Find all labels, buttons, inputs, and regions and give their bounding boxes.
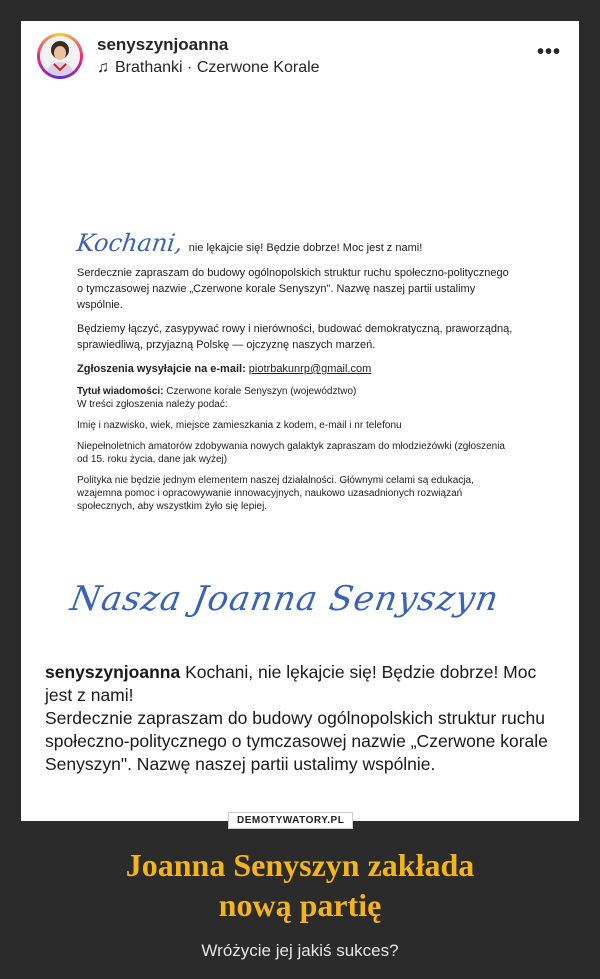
music-note-icon: ♫	[97, 59, 109, 76]
post-caption	[45, 661, 565, 776]
letter-paragraph-1: Serdecznie zapraszam do budowy ogólnopolskich struktur ruchu społeczno-politycznego o tymczasowej nazwie „Czerwone korale Senyszyn". Nazwę naszej partii ustalimy wspólnie.	[77, 267, 509, 311]
more-options-button[interactable]: •••	[536, 41, 561, 63]
avatar-image	[40, 36, 80, 76]
handwritten-greeting: Kochani,	[75, 229, 185, 257]
letter-content	[77, 229, 517, 521]
meme-title	[0, 845, 600, 925]
post-frame	[21, 21, 579, 821]
greeting-text: nie lękajcie się! Będzie dobrze! Moc jest z nami!	[188, 242, 423, 254]
letter-image	[21, 89, 579, 679]
subject-info	[77, 385, 517, 411]
submission-label: Zgłoszenia wysyłajcie na e-mail:	[77, 363, 246, 375]
meme-title-block	[0, 845, 600, 961]
minors-note: Niepełnoletnich amatorów zdobywania nowych galaktyk zapraszam do młodzieżówki (zgłoszenia od 15. roku życia, dane jak wyżej)	[77, 441, 505, 465]
subject-value: Czerwone korale Senyszyn (województwo)	[166, 386, 357, 397]
email-link[interactable]: piotrbakunrp@gmail.com	[248, 363, 372, 375]
subject-label: Tytuł wiadomości:	[77, 386, 164, 397]
handwritten-signature: Nasza Joanna Senyszyn	[67, 579, 503, 619]
content-fields: Imię i nazwisko, wiek, miejsce zamieszkania z kodem, e-mail i nr telefonu	[77, 420, 402, 431]
greeting-line	[77, 229, 517, 257]
policy-note: Polityka nie będzie jednym elementem naszej działalności. Głównymi celami są edukacja, wzajemna pomoc i opracowywanie innowacyjnych, naukowo uzasadnionych rozwiązań społecznych, aby wszystkim żyło się lepiej.	[77, 475, 474, 512]
letter-paragraph-2: Będziemy łączyć, zasypywać rowy i nierówności, budować demokratyczną, praworządną, sprawiedliwą, przyjazną Polskę — ojczyznę naszych marzeń.	[77, 323, 513, 351]
watermark: DEMOTYWATORY.PL	[228, 812, 353, 829]
post-username[interactable]: senyszynjoanna	[97, 35, 229, 54]
meme-subtitle: Wróżycie jej jakiś sukces?	[201, 941, 399, 960]
avatar[interactable]	[37, 33, 83, 79]
music-label: Brathanki · Czerwone Korale	[115, 59, 320, 76]
content-intro: W treści zgłoszenia należy podać:	[77, 399, 228, 410]
avatar-portrait-icon	[40, 36, 80, 76]
caption-text: Kochani, nie lękajcie się! Będzie dobrze! Moc jest z nami!	[45, 662, 537, 705]
post-header	[21, 21, 579, 89]
submission-info	[77, 361, 517, 377]
music-info[interactable]	[97, 59, 320, 77]
meme-title-line-1: Joanna Senyszyn zakłada	[125, 847, 475, 883]
caption-text-2: Serdecznie zapraszam do budowy ogólnopolskich struktur ruchu społeczno-politycznego o tymczasowej nazwie „Czerwone korale Senyszyn". Nazwę naszej partii ustalimy wspólnie.	[45, 708, 548, 774]
caption-username[interactable]: senyszynjoanna	[45, 662, 181, 682]
meme-title-line-2: nową partię	[218, 887, 382, 923]
